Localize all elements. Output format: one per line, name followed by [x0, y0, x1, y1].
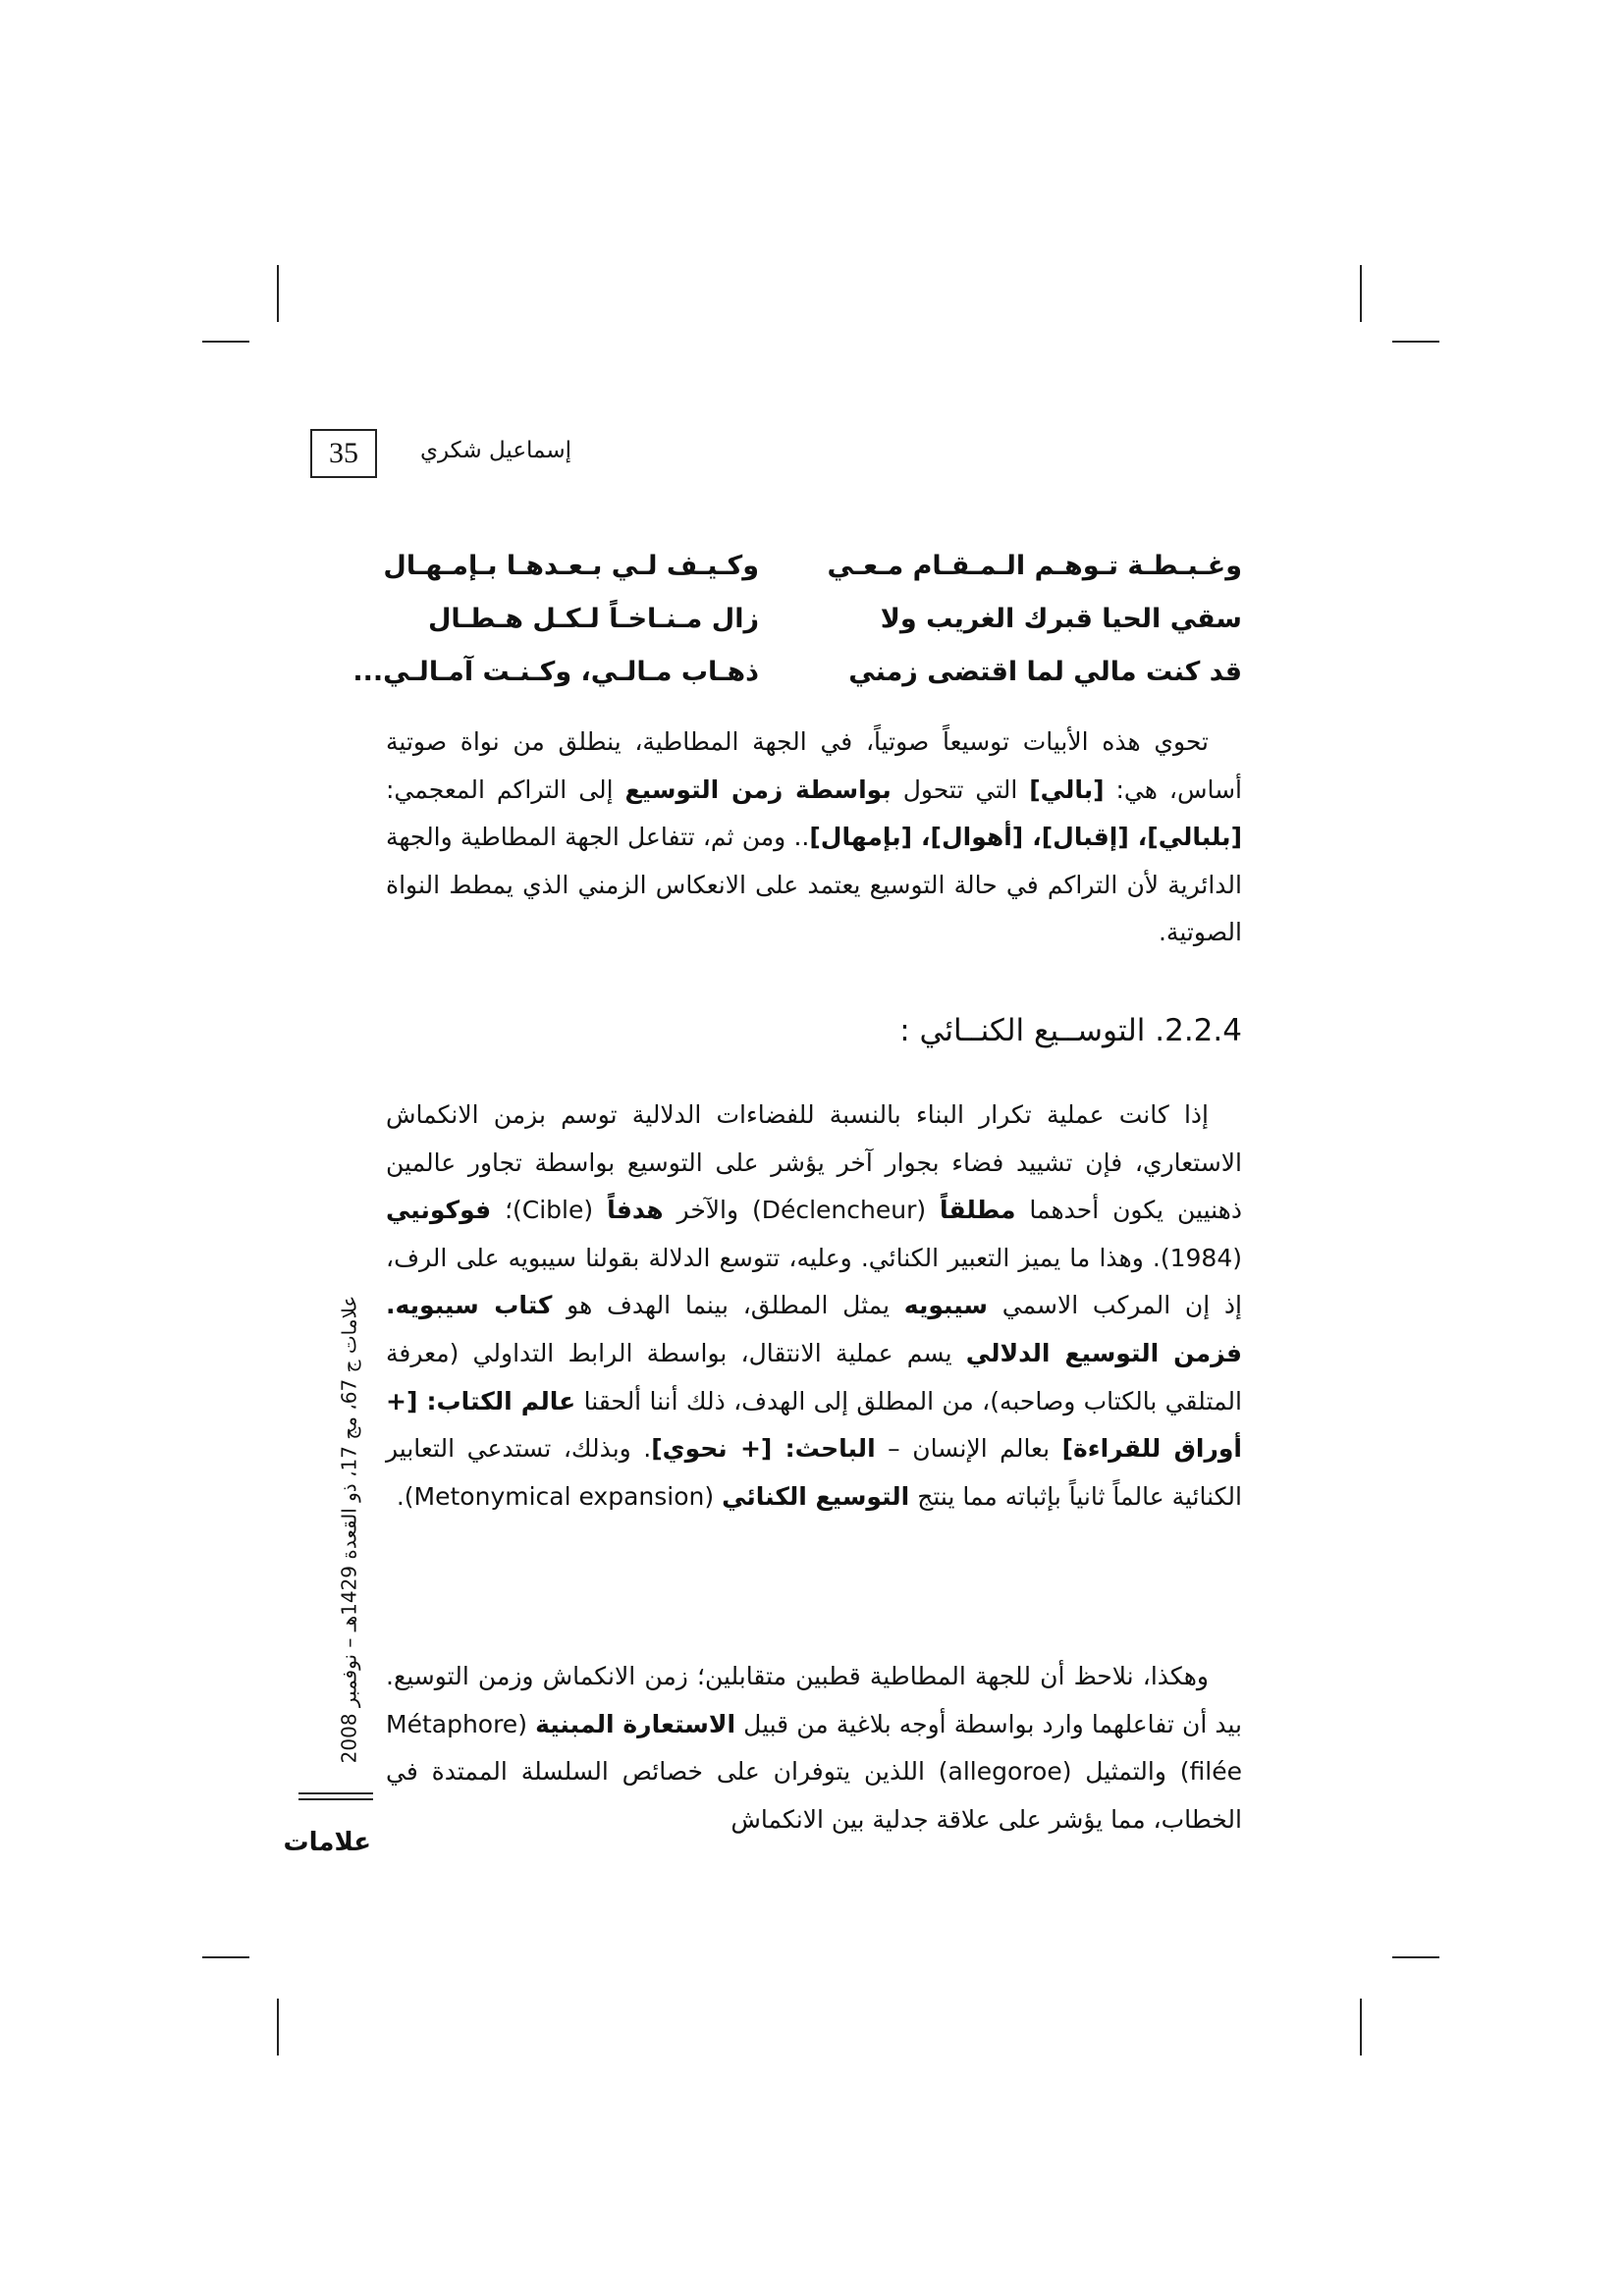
journal-logo: علامات: [283, 1828, 371, 1857]
crop-mark-bottom-left-vertical: [277, 1999, 279, 2056]
crop-mark-bottom-right-vertical: [1360, 1999, 1362, 2056]
section-heading: 2.2.4. التوســيع الكنــائي :: [899, 1013, 1242, 1048]
journal-sidebar: [324, 1281, 373, 1777]
verse-1-first-hemistich: وغـبـطـة تـوهـم الـمـقـام مـعـي: [827, 550, 1242, 581]
page-number: 35: [310, 429, 377, 478]
p3-bold-1: الاستعارة المبنية: [535, 1709, 736, 1738]
p2-text-4: (1984). وهذا ما يميز التعبير الكنائي. وعليه، تتوسع الدلالة بقولنا سيبويه على الرف، إذ إن المركب الاسمي: [386, 1243, 1242, 1320]
p1-text-3: إلى التراكم المعجمي:: [386, 774, 625, 804]
crop-mark-top-right-vertical: [1360, 265, 1362, 322]
p2-bold-3: فوكونيي: [386, 1196, 492, 1225]
p1-text-4: .. ومن ثم، تتفاعل الجهة المطاطية والجهة الدائرية لأن التراكم في حالة التوسيع يعتمد على الانعكاس الزمني الذي يمطط النواة الصوتية.: [386, 823, 1242, 947]
crop-mark-top-left-vertical: [277, 265, 279, 322]
poem-verse-3: [352, 645, 1242, 698]
journal-issue-info: علامات ج 67، مج 17، ذو القعدة 1429هـ – نوفمبر 2008: [337, 1295, 360, 1763]
verse-3-second-hemistich: ذهـاب مـالـي، وكـنـت آمـالـي...: [352, 656, 759, 687]
p2-bold-5: كتاب سيبويه. فزمن التوسيع الدلالي: [386, 1291, 1242, 1367]
p1-bold-2: بواسطة زمن التوسيع: [624, 774, 892, 804]
running-header-author: إسماعيل شكري: [419, 438, 572, 463]
p2-text-9: (Metonymical expansion).: [396, 1481, 723, 1511]
crop-mark-bottom-right-horizontal: [1392, 1956, 1439, 1958]
paragraph-1: [386, 719, 1242, 957]
p2-bold-4: سيبويه: [903, 1291, 988, 1320]
sidebar-rule-bottom: [298, 1798, 373, 1800]
verse-2-second-hemistich: زال مـنـاخـاً لـكـل هـطـال: [427, 603, 759, 634]
p2-bold-2: هدفاً: [607, 1196, 664, 1225]
sidebar-rule-top: [298, 1792, 373, 1794]
crop-mark-bottom-left-horizontal: [202, 1956, 249, 1958]
p3-text-1: وهكذا، نلاحظ أن للجهة المطاطية قطبين متقابلين؛ زمن الانكماش وزمن التوسيع. بيد أن تفاعلهما وارد بواسطة أوجه بلاغية من قبيل: [386, 1662, 1242, 1738]
p1-bold-3: [بلبالي]، [إقبال]، [أهوال]، [بإمهال]: [809, 823, 1242, 852]
p1-text-2: التي تتحول: [891, 774, 1030, 804]
poem-verse-2: [386, 592, 1242, 645]
crop-mark-top-right-horizontal: [1392, 341, 1439, 343]
paragraph-2: [386, 1092, 1242, 1521]
paragraph-3: [386, 1653, 1242, 1843]
p2-text-6: يسم عملية الانتقال، بواسطة الرابط التداولي (معرفة المتلقي بالكتاب وصاحبه)، من المطلق إلى الهدف، ذلك أننا ألحقنا: [386, 1338, 1242, 1415]
poem-verse-1: [383, 539, 1242, 592]
verse-2-first-hemistich: سقي الحيا قبرك الغريب ولا: [880, 603, 1242, 634]
crop-mark-top-left-horizontal: [202, 341, 249, 343]
p2-text-3: (Cible)؛: [491, 1196, 608, 1225]
p1-bold-1: [بالي]: [1029, 774, 1105, 804]
p2-bold-8: التوسيع الكنائي: [722, 1481, 910, 1511]
verse-3-first-hemistich: قد كنت مالي لما اقتضى زمني: [848, 656, 1242, 687]
p2-bold-6: عالم الكتاب: [+ أوراق للقراءة]: [386, 1386, 1242, 1464]
p2-bold-1: مطلقاً: [940, 1196, 1016, 1225]
p2-text-2: (Déclencheur) والآخر: [663, 1196, 941, 1225]
p2-bold-7: الباحث: [+ نحوي]: [651, 1434, 876, 1464]
p2-text-8: . وبذلك، تستدعي التعابير الكنائية عالماً ثانياً بإثباته مما ينتج: [386, 1434, 1242, 1511]
p2-text-1: إذا كانت عملية تكرار البناء بالنسبة للفضاءات الدلالية توسم بزمن الانكماش الاستعاري، فإن تشييد فضاء بجوار آخر يؤشر على التوسيع بواسطة تجاور عالمين ذهنيين يكون أحدهما: [386, 1100, 1243, 1225]
p3-text-2: (Métaphore filée) والتمثيل (allegoroe) اللذين يتوفران على خصائص السلسلة الممتدة في الخطاب، مما يؤشر على علاقة جدلية بين الانكماش: [386, 1709, 1243, 1834]
p1-text-1: تحوي هذه الأبيات توسيعاً صوتياً، في الجهة المطاطية، ينطلق من نواة صوتية أساس، هي:: [386, 727, 1242, 804]
p2-text-5: يمثل المطلق، بينما الهدف هو: [552, 1291, 904, 1320]
p2-text-7: بعالم الإنسان –: [875, 1434, 1062, 1464]
verse-1-second-hemistich: وكـيـف لـي بـعـدهـا بـإمـهـال: [383, 550, 759, 581]
